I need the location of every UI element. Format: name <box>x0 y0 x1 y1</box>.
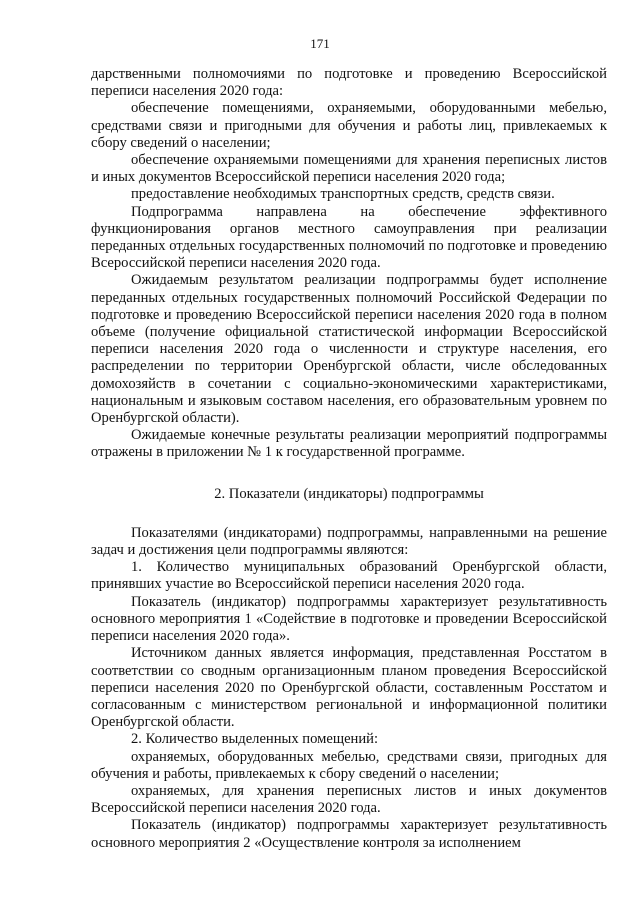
paragraph: Показателями (индикаторами) подпрограммы, направленными на решение задач и достижения цели подпрограммы являются: <box>91 524 607 559</box>
paragraph: обеспечение охраняемыми помещениями для хранения переписных листов и иных документов Всероссийской переписи населения 2020 года; <box>91 152 607 186</box>
paragraph: дарственными полномочиями по подготовке и проведению Всероссийской переписи населения 2020 года: <box>91 66 607 100</box>
paragraph: 1. Количество муниципальных образований Оренбургской области, принявших участие во Всероссийской переписи населения 2020 года. <box>91 559 607 593</box>
paragraph: Ожидаемым результатом реализации подпрограммы будет исполнение переданных отдельных государственных полномочий Российской Федерации по подготовке и проведению Всероссийской переписи населения 2020 года в полном объеме (получение официальной статистической информации Всероссийской переписи населения 2020 года о численности и структуре населения, его распределении по территории Оренбургской области, числе обследованных домохозяйств в сочетании с социально-экономическими характеристиками, национальным и языковым составом населения, его образовательным уровнем по Оренбургской области). <box>91 272 607 427</box>
paragraph: Источником данных является информация, представленная Росстатом в соответствии со сводным организационным планом проведения Всероссийской переписи населения 2020 по Оренбургской области, составленным Росстатом и согласованным с министерством региональной и информационной политики Оренбургской области. <box>91 645 607 731</box>
page-number: 171 <box>310 36 330 51</box>
paragraph: 2. Количество выделенных помещений: <box>131 731 379 748</box>
paragraph: Подпрограмма направлена на обеспечение эффективного функционирования органов местного самоуправления при реализации переданных отдельных государственных полномочий по подготовке и проведению Всероссийской переписи населения 2020 года. <box>91 203 607 272</box>
body-text <box>91 66 607 852</box>
paragraph: охраняемых, для хранения переписных листов и иных документов Всероссийской переписи населения 2020 года. <box>91 782 607 817</box>
paragraph: Ожидаемые конечные результаты реализации мероприятий подпрограммы отражены в приложении № 1 к государственной программе. <box>91 427 607 461</box>
paragraph: Показатель (индикатор) подпрограммы характеризует результативность основного мероприятия 2 «Осуществление контроля за исполнением <box>91 817 607 851</box>
section-heading: 2. Показатели (индикаторы) подпрограммы <box>214 485 484 502</box>
paragraph: обеспечение помещениями, охраняемыми, оборудованными мебелью, средствами связи и пригодными для обучения и работы лиц, привлекаемых к сбору сведений о населении; <box>91 100 607 151</box>
paragraph: предоставление необходимых транспортных средств, средств связи. <box>131 186 555 203</box>
paragraph: Показатель (индикатор) подпрограммы характеризует результативность основного мероприятия 1 «Содействие в подготовке и проведении Всероссийской переписи населения 2020 года». <box>91 593 607 645</box>
paragraph: охраняемых, оборудованных мебелью, средствами связи, пригодных для обучения и работы, привлекаемых к сбору сведений о населении; <box>91 748 607 782</box>
